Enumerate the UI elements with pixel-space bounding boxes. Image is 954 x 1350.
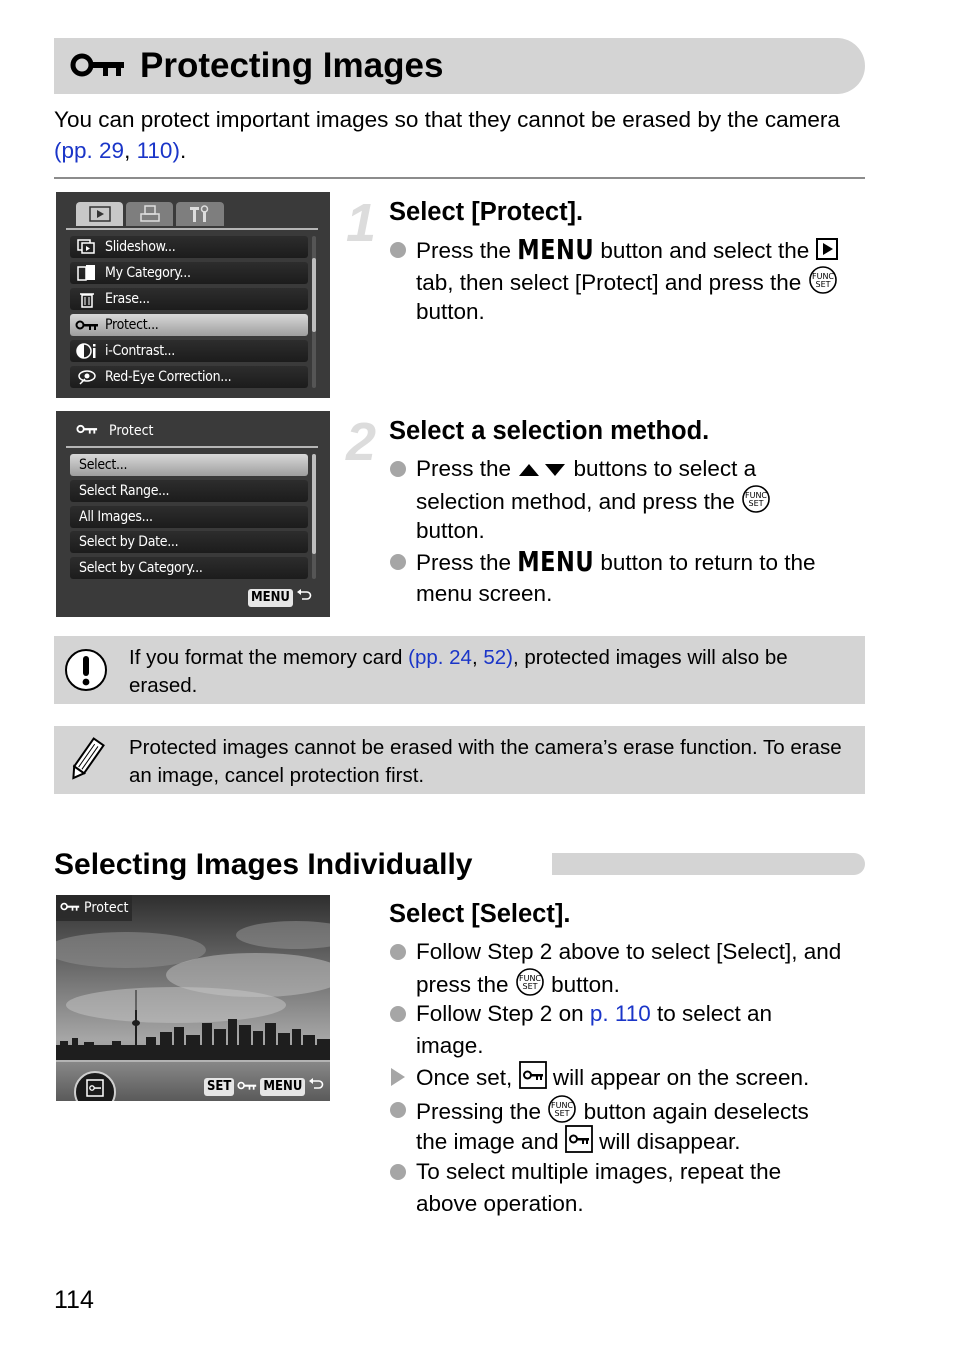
bullet-icon	[390, 1006, 406, 1022]
step3-bullet5-line1: To select multiple images, repeat the	[416, 1159, 782, 1184]
return-arrow-icon	[296, 587, 312, 608]
intro-paragraph	[54, 104, 864, 166]
step3-bullet2-line2: image.	[416, 1033, 484, 1058]
play-tab-icon	[816, 237, 838, 268]
protect-key-icon	[74, 319, 100, 331]
menu-item-i-contrast[interactable]: i-Contrast...	[70, 340, 308, 362]
caution-link-24[interactable]: 24	[449, 646, 472, 669]
step3-bullet2-line1: Follow Step 2 on p. 110 to select an	[416, 1001, 773, 1026]
pencil-icon	[66, 736, 106, 789]
step3-bullet4-line1: Pressing the FUNC SET button again deselects	[416, 1094, 809, 1132]
bullet-icon	[390, 944, 406, 960]
erase-icon	[74, 290, 100, 308]
step2-bullet1-line2: selection method, and press the FUNC SET	[416, 484, 771, 522]
print-tab[interactable]	[126, 202, 173, 226]
protect-key-icon	[70, 52, 126, 83]
protect-key-icon	[60, 900, 80, 916]
svg-text:FUNC: FUNC	[518, 974, 541, 983]
option-all-images[interactable]: All Images...	[70, 506, 308, 528]
caution-note	[54, 636, 865, 704]
slideshow-icon	[74, 238, 100, 256]
menu-item-slideshow[interactable]: Slideshow...	[70, 236, 308, 258]
step2-bullet1-line3: button.	[416, 518, 485, 543]
step-number: 2	[346, 412, 377, 472]
protect-key-icon	[76, 423, 98, 439]
menu-item-my-category[interactable]: My Category...	[70, 262, 308, 284]
step3-heading: Select [Select].	[389, 900, 571, 928]
intro-link-open[interactable]: (pp.	[54, 138, 100, 163]
intro-text: You can protect important images so that they cannot be erased by the camera	[54, 107, 840, 132]
caution-text: If you format the memory card (pp. 24, 52), protected images will also be erased.	[129, 646, 788, 697]
i-contrast-icon	[74, 342, 100, 360]
bullet-icon	[390, 554, 406, 570]
menu-button-label: MENU	[517, 545, 595, 578]
step2-bullet2-line2: menu screen.	[416, 581, 553, 606]
svg-text:FUNC: FUNC	[551, 1101, 574, 1110]
screen-header: Protect	[84, 900, 129, 916]
section-bar	[552, 853, 865, 875]
bullet-icon	[390, 1164, 406, 1180]
result-arrow-icon	[391, 1068, 405, 1086]
caution-link-open[interactable]: (pp.	[408, 646, 450, 669]
protect-key-icon	[237, 1078, 257, 1096]
step-number: 1	[346, 193, 377, 253]
menu-item-red-eye[interactable]: Red-Eye Correction...	[70, 366, 308, 388]
screen-header: Protect	[109, 423, 154, 439]
my-category-icon	[74, 264, 100, 282]
menu-button-label: MENU	[517, 233, 595, 266]
func-set-icon	[808, 265, 838, 303]
intro-link-110[interactable]: 110)	[136, 138, 180, 163]
step1-heading: Select [Protect].	[389, 198, 584, 226]
step1-bullet-line1: Press the MENU button and select the	[416, 234, 866, 268]
section-title: Selecting Images Individually	[54, 847, 480, 883]
step2-bullet1-line1: Press the buttons to select a	[416, 453, 756, 486]
option-select-range[interactable]: Select Range...	[70, 480, 308, 502]
protect-box-icon	[86, 1079, 104, 1101]
caution-link-52[interactable]: 52)	[483, 646, 514, 669]
option-select-by-date[interactable]: Select by Date...	[70, 531, 308, 553]
tab-bar	[76, 202, 224, 226]
print-icon	[139, 205, 161, 223]
protect-overlay	[56, 895, 132, 921]
scrollbar-thumb[interactable]	[312, 454, 316, 554]
option-select[interactable]: Select...	[70, 454, 308, 476]
step3-bullet1-line2: press the FUNC SET button.	[416, 967, 620, 1005]
memo-text: Protected images cannot be erased with the camera’s erase function. To erase an image, cancel protection first.	[129, 736, 842, 787]
bullet-icon	[390, 461, 406, 477]
settings-tab[interactable]	[176, 202, 224, 226]
page-title: Protecting Images	[140, 46, 444, 85]
divider	[54, 177, 865, 179]
step3-bullet5-line2: above operation.	[416, 1191, 584, 1216]
bullet-icon	[390, 1102, 406, 1118]
camera-screen-protect	[56, 411, 330, 617]
func-set-icon	[741, 484, 771, 522]
tools-icon	[189, 205, 211, 223]
step1-bullet-line2: tab, then select [Protect] and press the FUNC SET	[416, 265, 838, 303]
caution-icon	[64, 648, 108, 697]
return-arrow-icon	[308, 1076, 324, 1097]
camera-screen-photo	[56, 895, 330, 1101]
option-select-by-category[interactable]: Select by Category...	[70, 557, 308, 579]
menu-key-label: MENU	[248, 589, 293, 607]
bullet-icon	[390, 242, 406, 258]
scrollbar-thumb[interactable]	[312, 258, 316, 332]
svg-text:FUNC: FUNC	[745, 491, 768, 500]
svg-text:FUNC: FUNC	[811, 272, 834, 281]
step3-bullet1-line1: Follow Step 2 above to select [Select], and	[416, 939, 842, 964]
play-icon	[89, 206, 111, 222]
menu-key-label: MENU	[260, 1078, 305, 1096]
footer-menu-hint	[248, 587, 312, 608]
step3-bullet4-line2: the image and will disappear.	[416, 1125, 740, 1161]
step2-bullet2-line1: Press the MENU button to return to the	[416, 545, 816, 578]
step2-heading: Select a selection method.	[389, 417, 710, 445]
set-key-label: SET	[204, 1078, 234, 1096]
step3-bullet3: Once set, will appear on the screen.	[416, 1061, 809, 1097]
svg-text:SET: SET	[814, 280, 831, 289]
step1-bullet-line3: button.	[416, 299, 485, 324]
svg-text:SET: SET	[748, 499, 764, 508]
play-tab[interactable]	[76, 202, 123, 226]
menu-item-protect[interactable]: Protect...	[70, 314, 308, 336]
menu-item-erase[interactable]: Erase...	[70, 288, 308, 310]
up-down-arrows-icon	[517, 455, 567, 486]
svg-text:SET: SET	[522, 982, 538, 991]
camera-screen-menu	[56, 192, 330, 398]
page-number: 114	[54, 1286, 94, 1314]
city-skyline-photo	[56, 895, 330, 1101]
intro-sep: ,	[124, 138, 137, 163]
intro-end: .	[179, 138, 187, 163]
intro-link-29[interactable]: 29	[99, 138, 125, 163]
page-110-link[interactable]: p. 110	[589, 1001, 651, 1026]
memo-note	[54, 726, 865, 794]
svg-text:SET: SET	[554, 1109, 570, 1118]
red-eye-icon	[74, 368, 100, 386]
footer-controls	[204, 1076, 324, 1097]
protect-box-icon	[519, 1061, 547, 1097]
